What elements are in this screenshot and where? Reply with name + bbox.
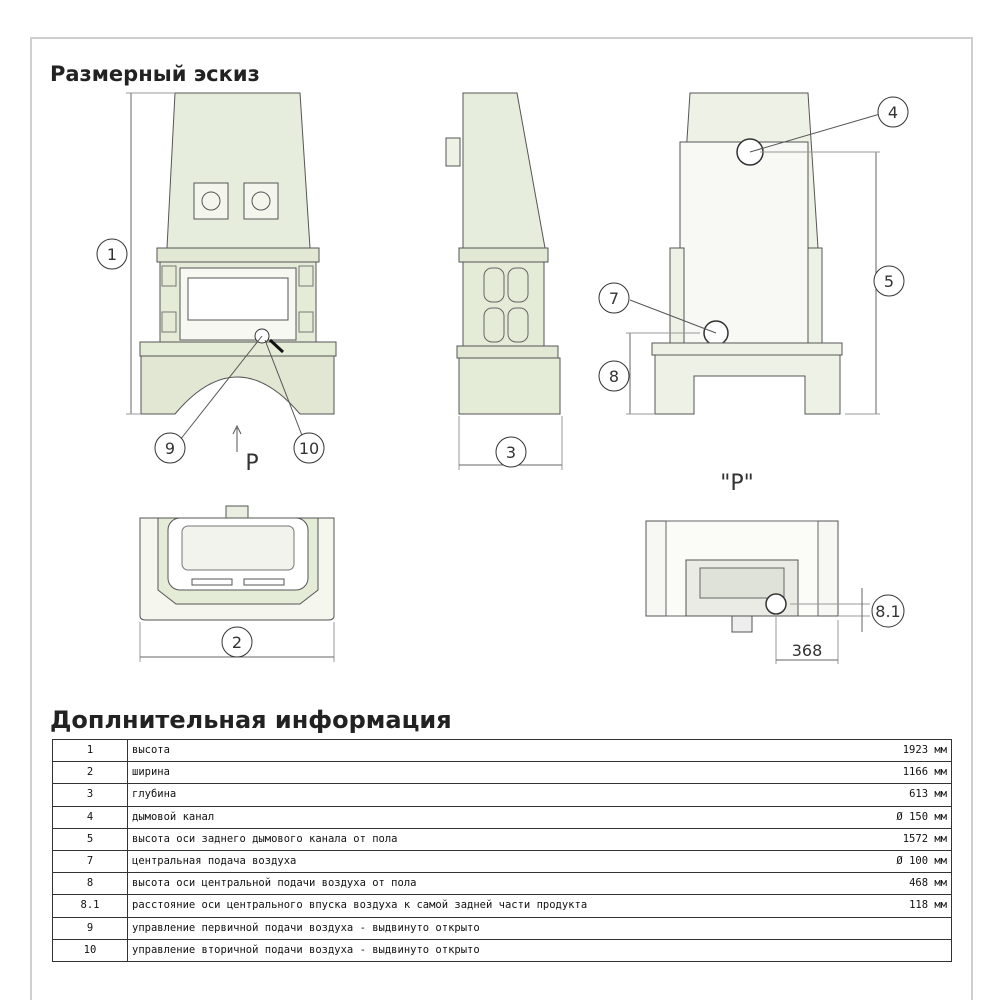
row-value xyxy=(863,939,952,961)
row-description: дымовой канал xyxy=(128,806,864,828)
callout-10-label: 10 xyxy=(298,439,320,458)
row-number: 1 xyxy=(53,740,128,762)
side-view xyxy=(446,93,562,470)
row-value: Ø 150 мм xyxy=(863,806,952,828)
callout-7-label: 7 xyxy=(608,289,620,308)
row-description: расстояние оси центрального впуска воздуха к самой задней части продукта xyxy=(128,895,864,917)
row-value: 1572 мм xyxy=(863,828,952,850)
table-row xyxy=(53,828,952,850)
row-description: высота оси заднего дымового канала от пола xyxy=(128,828,864,850)
row-value: 118 мм xyxy=(863,895,952,917)
table-row xyxy=(53,895,952,917)
callout-5-label: 5 xyxy=(883,272,895,291)
table-row xyxy=(53,873,952,895)
table-row xyxy=(53,784,952,806)
view-p-title: "P" xyxy=(720,471,754,496)
row-number: 4 xyxy=(53,806,128,828)
row-description: ширина xyxy=(128,762,864,784)
row-value xyxy=(863,917,952,939)
table-row xyxy=(53,850,952,872)
row-number: 10 xyxy=(53,939,128,961)
info-table xyxy=(52,739,952,962)
callout-3-label: 3 xyxy=(505,443,517,462)
row-number: 7 xyxy=(53,850,128,872)
row-number: 3 xyxy=(53,784,128,806)
row-value: 613 мм xyxy=(863,784,952,806)
row-value: Ø 100 мм xyxy=(863,850,952,872)
callout-2-label: 2 xyxy=(231,633,243,652)
row-number: 8.1 xyxy=(53,895,128,917)
callout-4-label: 4 xyxy=(887,103,899,122)
row-description: высота оси центральной подачи воздуха от пола xyxy=(128,873,864,895)
row-description: управление первичной подачи воздуха - выдвинуто открыто xyxy=(128,917,864,939)
callout-1-label: 1 xyxy=(106,245,118,264)
row-number: 2 xyxy=(53,762,128,784)
row-description: глубина xyxy=(128,784,864,806)
row-value: 468 мм xyxy=(863,873,952,895)
callout-8-label: 8 xyxy=(608,367,620,386)
arrow-p-label: P xyxy=(245,451,259,476)
dimension-368-label: 368 xyxy=(791,641,823,660)
table-row xyxy=(53,917,952,939)
callout-9-label: 9 xyxy=(164,439,176,458)
table-row xyxy=(53,740,952,762)
row-description: управление вторичной подачи воздуха - выдвинуто открыто xyxy=(128,939,864,961)
table-row xyxy=(53,762,952,784)
view-p xyxy=(646,521,870,664)
table-row xyxy=(53,939,952,961)
row-description: центральная подача воздуха xyxy=(128,850,864,872)
row-number: 9 xyxy=(53,917,128,939)
section-title-info: Доплнительная информация xyxy=(50,706,452,734)
rear-view xyxy=(626,93,880,414)
row-description: высота xyxy=(128,740,864,762)
row-number: 8 xyxy=(53,873,128,895)
row-value: 1166 мм xyxy=(863,762,952,784)
table-row xyxy=(53,806,952,828)
section-title-sketch: Размерный эскиз xyxy=(50,62,260,86)
callout-81-label: 8.1 xyxy=(875,602,901,621)
front-view xyxy=(126,93,336,452)
row-number: 5 xyxy=(53,828,128,850)
row-value: 1923 мм xyxy=(863,740,952,762)
